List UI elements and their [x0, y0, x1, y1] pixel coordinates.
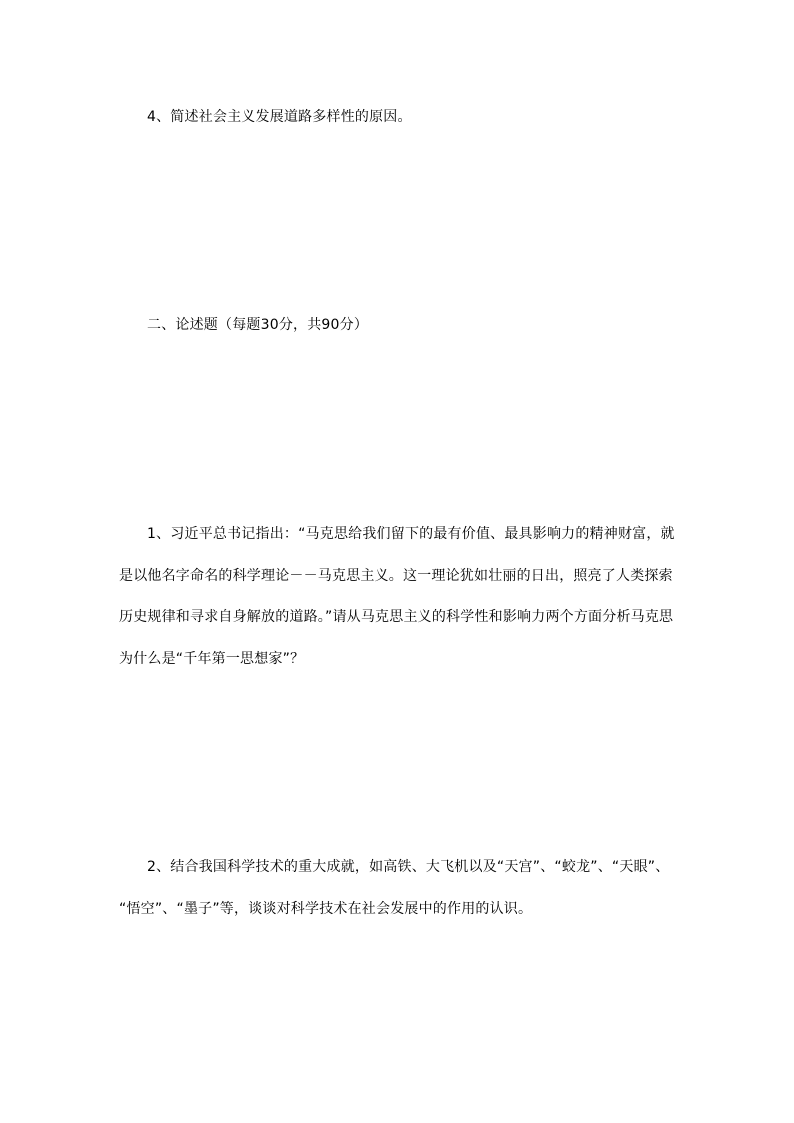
essay-1-line-1: 1、习近平总书记指出：“马克思给我们留下的最有价值、最具影响力的精神财富，就 [147, 526, 675, 542]
essay-2-line-1: 2、结合我国科学技术的重大成就，如高铁、大飞机以及“天宫”、“蛟龙”、“天眼”、 [147, 859, 670, 875]
question-4: 4、简述社会主义发展道路多样性的原因。 [147, 109, 412, 125]
essay-1-line-2: 是以他名字命名的科学理论－－马克思主义。这一理论犹如壮丽的日出，照亮了人类探索 [119, 568, 673, 584]
essay-2-line-2: “悟空”、“墨子”等，谈谈对科学技术在社会发展中的作用的认识。 [119, 901, 533, 917]
section-2-heading: 二、论述题（每题30分，共90分） [147, 317, 369, 333]
essay-1-line-4: 为什么是“千年第一思想家”？ [119, 651, 305, 667]
essay-1-line-3: 历史规律和寻求自身解放的道路。”请从马克思主义的科学性和影响力两个方面分析马克思 [119, 609, 674, 625]
